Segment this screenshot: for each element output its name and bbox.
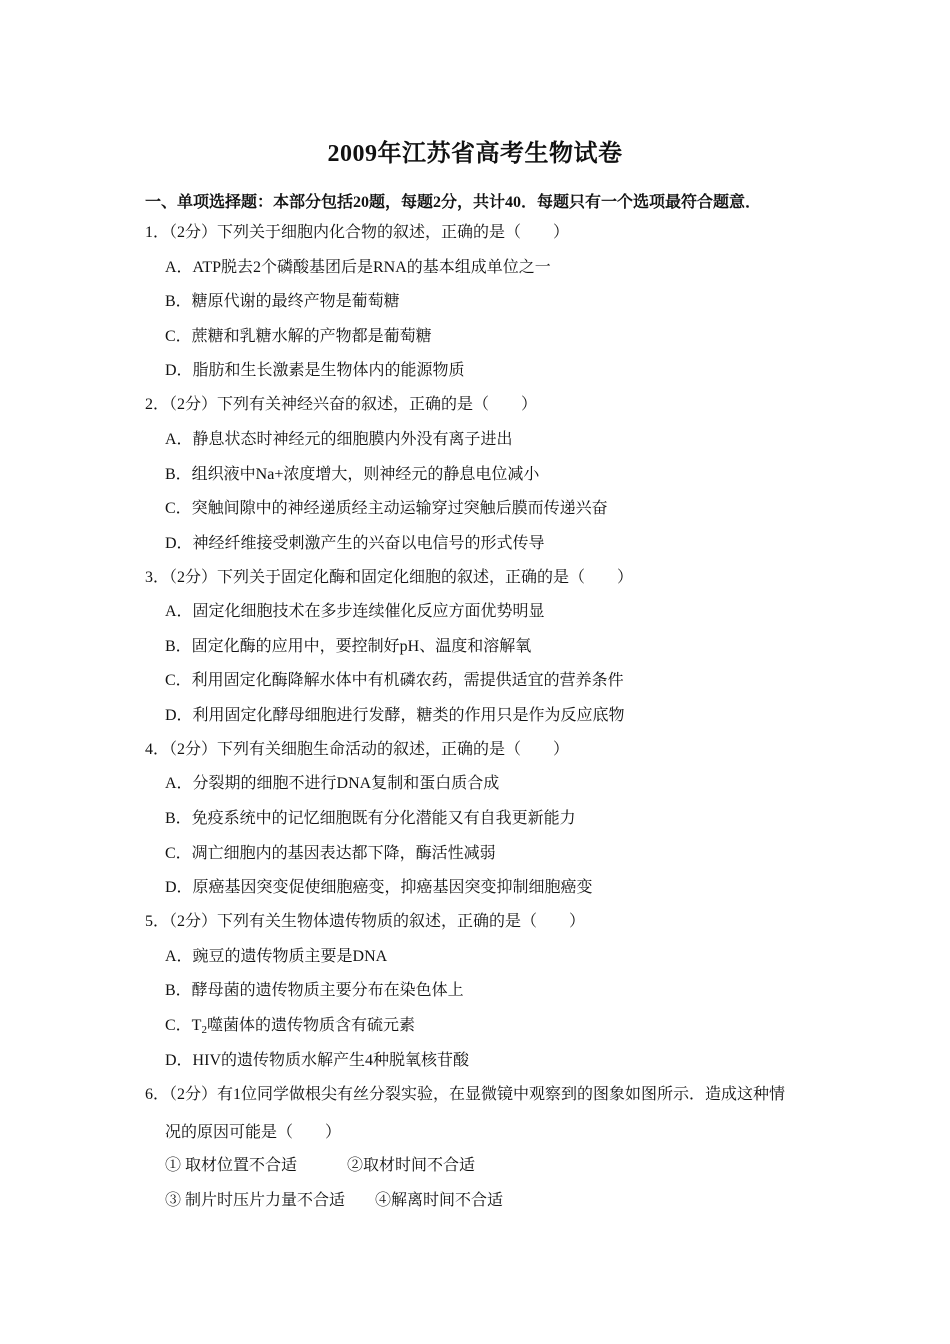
question-6-choice-2: ②取材时间不合适 [347, 1157, 476, 1174]
question-4-option-a: A．分裂期的细胞不进行DNA复制和蛋白质合成 [165, 775, 500, 792]
question-3-option-a: A．固定化细胞技术在多步连续催化反应方面优势明显 [165, 603, 545, 620]
option-c-subscript: 2 [201, 1024, 207, 1036]
question-5-option-a: A．豌豆的遗传物质主要是DNA [165, 948, 388, 965]
question-5-option-d: D．HIV的遗传物质水解产生4种脱氧核苷酸 [165, 1052, 469, 1069]
question-5-stem: 5．（2分）下列有关生物体遗传物质的叙述，正确的是（ ） [145, 913, 586, 930]
question-2-stem: 2．（2分）下列有关神经兴奋的叙述，正确的是（ ） [145, 396, 538, 413]
question-1-option-d: D．脂肪和生长激素是生物体内的能源物质 [165, 362, 465, 379]
question-2-option-d: D．神经纤维接受刺激产生的兴奋以电信号的形式传导 [165, 535, 545, 552]
question-4-option-b: B．免疫系统中的记忆细胞既有分化潜能又有自我更新能力 [165, 810, 576, 827]
question-3-option-d: D．利用固定化酵母细胞进行发酵，糖类的作用只是作为反应底物 [165, 707, 625, 724]
question-4-option-c: C．凋亡细胞内的基因表达都下降，酶活性减弱 [165, 845, 496, 862]
question-3-option-b: B．固定化酶的应用中，要控制好pH、温度和溶解氧 [165, 638, 532, 655]
question-4-stem: 4．（2分）下列有关细胞生命活动的叙述，正确的是（ ） [145, 741, 570, 758]
question-2-option-a: A．静息状态时神经元的细胞膜内外没有离子进出 [165, 431, 513, 448]
question-3-stem: 3．（2分）下列关于固定化酶和固定化细胞的叙述，正确的是（ ） [145, 569, 634, 586]
question-6-choice-4: ④解离时间不合适 [375, 1192, 504, 1209]
section-heading: 一、单项选择题：本部分包括20题，每题2分，共计40．每题只有一个选项最符合题意． [145, 194, 762, 211]
option-c-prefix: C．T [165, 1017, 202, 1034]
page-title: 2009年江苏省高考生物试卷 [327, 141, 623, 167]
question-6-choice-1: ① 取材位置不合适 [165, 1157, 298, 1174]
question-5-option-b: B．酵母菌的遗传物质主要分布在染色体上 [165, 982, 464, 999]
question-1-option-a: A．ATP脱去2个磷酸基团后是RNA的基本组成单位之一 [165, 259, 551, 276]
question-6-stem-line-1: 6．（2分）有1位同学做根尖有丝分裂实验，在显微镜中观察到的图象如图所示．造成这种情 [145, 1086, 786, 1103]
question-1-stem: 1．（2分）下列关于细胞内化合物的叙述，正确的是（ ） [145, 224, 570, 241]
question-5-option-c [165, 1015, 415, 1037]
question-6-stem-line-2: 况的原因可能是（ ） [165, 1124, 342, 1141]
option-c-text: 噬菌体的遗传物质含有硫元素 [206, 1017, 415, 1034]
question-6-choice-3: ③ 制片时压片力量不合适 [165, 1192, 346, 1209]
question-3-option-c: C．利用固定化酶降解水体中有机磷农药，需提供适宜的营养条件 [165, 672, 624, 689]
question-4-option-d: D．原癌基因突变促使细胞癌变，抑癌基因突变抑制细胞癌变 [165, 879, 593, 896]
question-1-option-c: C．蔗糖和乳糖水解的产物都是葡萄糖 [165, 328, 432, 345]
question-1-option-b: B．糖原代谢的最终产物是葡萄糖 [165, 293, 400, 310]
question-2-option-b: B．组织液中Na+浓度增大，则神经元的静息电位减小 [165, 466, 540, 483]
question-2-option-c: C．突触间隙中的神经递质经主动运输穿过突触后膜而传递兴奋 [165, 500, 608, 517]
